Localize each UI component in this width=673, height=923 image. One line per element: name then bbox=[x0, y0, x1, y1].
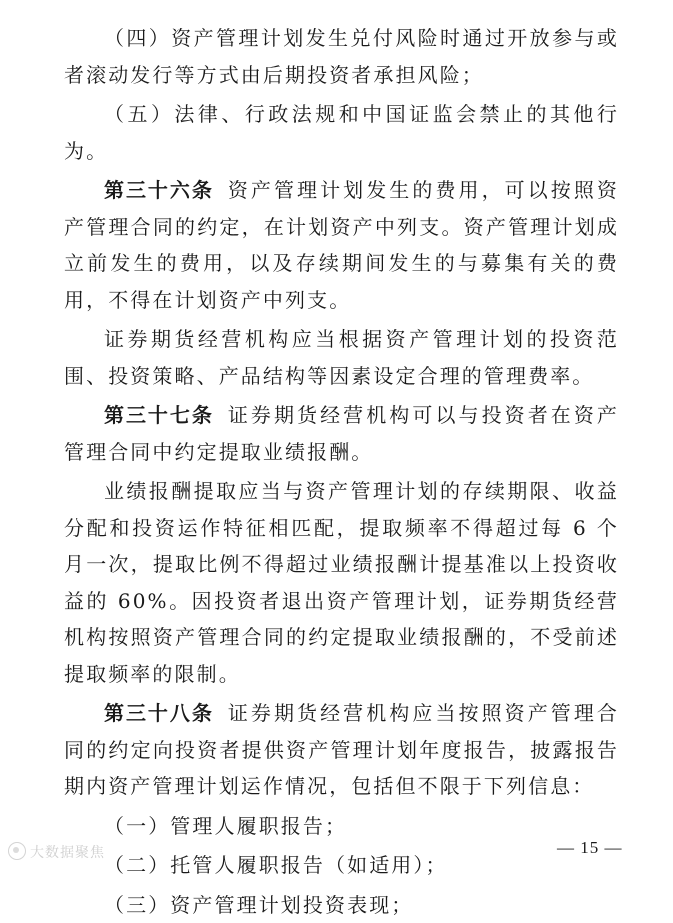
watermark bbox=[8, 842, 105, 862]
paragraph-text: 资产管理计划发生的费用，可以按照资产管理合同的约定，在计划资产中列支。资产管理计划成立前发生的费用，以及存续期间发生的与募集有关的费用，不得在计划资产中列支。 bbox=[64, 178, 619, 312]
page-number: — 15 — bbox=[557, 838, 623, 858]
paragraph-item-5 bbox=[64, 96, 619, 169]
paragraph-text: （三）资产管理计划投资表现； bbox=[104, 893, 413, 917]
list-item-3 bbox=[64, 887, 619, 923]
article-38 bbox=[64, 695, 619, 805]
paragraph-text: （四）资产管理计划发生兑付风险时通过开放参与或者滚动发行等方式由后期投资者承担风险； bbox=[64, 26, 619, 87]
paragraph-text: 证券期货经营机构可以与投资者在资产管理合同中约定提取业绩报酬。 bbox=[64, 403, 619, 464]
article-number: 第三十八条 bbox=[104, 701, 214, 725]
watermark-text: 大数据聚焦 bbox=[30, 845, 105, 861]
paragraph-text: （二）托管人履职报告（如适用）； bbox=[104, 853, 448, 877]
paragraph-text: 证券期货经营机构应当按照资产管理合同的约定向投资者提供资产管理计划年度报告，披露报告期内资产管理计划运作情况，包括但不限于下列信息： bbox=[64, 701, 619, 798]
document-body bbox=[64, 20, 619, 923]
article-37-paragraph-2 bbox=[64, 473, 619, 692]
paragraph-text: （一）管理人履职报告； bbox=[104, 814, 347, 838]
article-number: 第三十七条 bbox=[104, 403, 214, 427]
paragraph-text: 业绩报酬提取应当与资产管理计划的存续期限、收益分配和投资运作特征相匹配，提取频率不得超过每 6 个月一次，提取比例不得超过业绩报酬计提基准以上投资收益的 60%。因投资者退出资产管理计划，证券期货经营机构按照资产管理合同的约定提取业绩报酬的，不受前述提取频率的限制。 bbox=[64, 479, 619, 686]
paragraph-item-4 bbox=[64, 20, 619, 93]
article-36-paragraph-2 bbox=[64, 321, 619, 394]
paragraph-text: （五）法律、行政法规和中国证监会禁止的其他行为。 bbox=[64, 102, 619, 163]
article-37 bbox=[64, 397, 619, 470]
page-footer bbox=[0, 836, 673, 866]
article-number: 第三十六条 bbox=[104, 178, 214, 202]
watermark-logo-icon bbox=[8, 842, 26, 860]
paragraph-text: 证券期货经营机构应当根据资产管理计划的投资范围、投资策略、产品结构等因素设定合理的管理费率。 bbox=[64, 327, 619, 388]
article-36 bbox=[64, 172, 619, 318]
